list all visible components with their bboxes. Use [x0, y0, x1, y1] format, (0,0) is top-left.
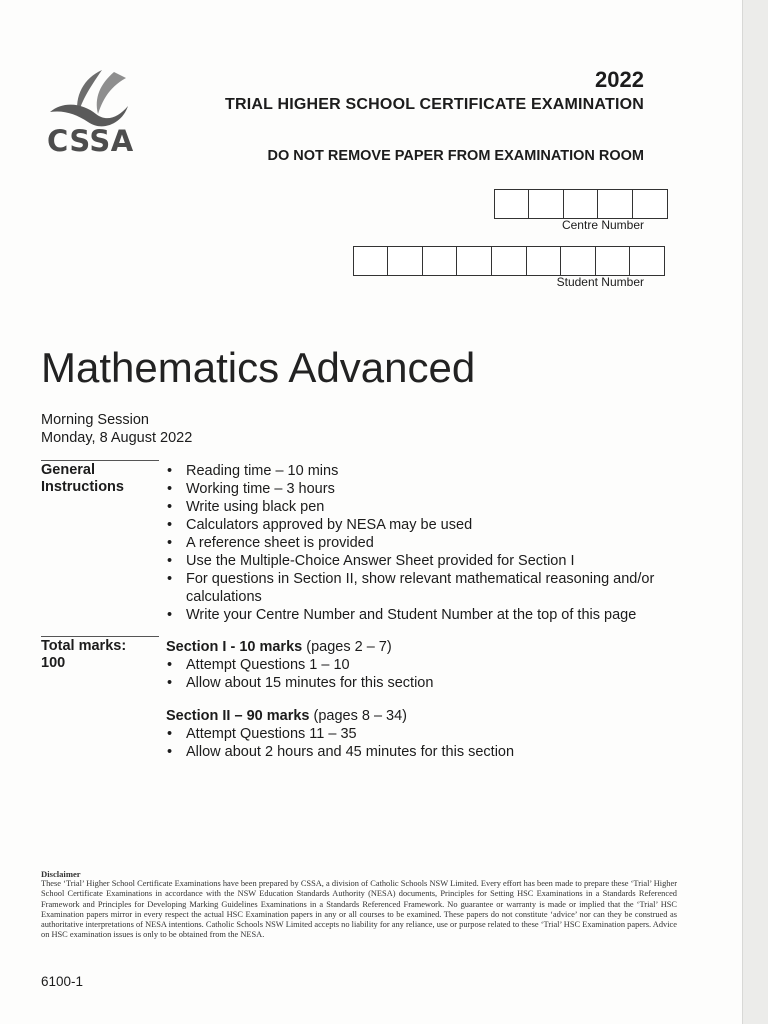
student-number-box[interactable]	[491, 246, 527, 276]
page-edge	[742, 0, 768, 1024]
student-number-box[interactable]	[595, 246, 631, 276]
section-1-info	[166, 638, 433, 692]
general-instructions-label-text: General Instructions	[41, 462, 124, 495]
session-info	[41, 411, 192, 447]
total-marks-value: 100	[41, 655, 66, 671]
centre-number-box[interactable]	[494, 189, 530, 219]
list-item: • Use the Multiple-Choice Answer Sheet provided for Section I	[166, 552, 666, 570]
student-number-box[interactable]	[629, 246, 665, 276]
student-number-label: Student Number	[556, 275, 644, 289]
student-number-box[interactable]	[560, 246, 596, 276]
section-name: Section I - 10 marks	[166, 639, 303, 655]
section-pages: (pages 2 – 7)	[306, 639, 392, 655]
section-2-list	[166, 725, 514, 761]
cssa-logo-text: CSSA	[47, 124, 134, 158]
exam-title: TRIAL HIGHER SCHOOL CERTIFICATE EXAMINATION	[225, 96, 644, 113]
list-item: • A reference sheet is provided	[166, 534, 666, 552]
section-pages: (pages 8 – 34)	[313, 708, 408, 724]
list-item: • Write using black pen	[166, 498, 666, 516]
list-item: • For questions in Section II, show relevant mathematical reasoning and/or calculations	[166, 570, 666, 606]
student-number-box[interactable]	[456, 246, 492, 276]
divider	[41, 636, 159, 637]
paper-code: 6100-1	[41, 974, 84, 989]
session-name: Morning Session	[41, 412, 149, 428]
removal-warning: DO NOT REMOVE PAPER FROM EXAMINATION ROOM	[267, 148, 644, 164]
student-number-box[interactable]	[526, 246, 562, 276]
centre-number-box[interactable]	[597, 189, 633, 219]
centre-number-box[interactable]	[528, 189, 564, 219]
student-number-box[interactable]	[422, 246, 458, 276]
centre-number-box[interactable]	[632, 189, 668, 219]
centre-number-boxes	[495, 189, 668, 219]
student-number-box[interactable]	[387, 246, 423, 276]
total-marks-label: Total marks:	[41, 638, 127, 654]
divider	[41, 460, 159, 461]
student-number-boxes	[354, 246, 665, 276]
list-item: • Write your Centre Number and Student Number at the top of this page	[166, 606, 666, 624]
exam-year: 2022	[595, 67, 644, 92]
centre-number-label: Centre Number	[561, 218, 644, 232]
general-instructions-label	[41, 462, 124, 496]
total-marks	[41, 638, 126, 672]
disclaimer-title: Disclaimer	[41, 869, 81, 879]
section-2-info	[166, 707, 514, 761]
list-item: • Reading time – 10 mins	[166, 462, 666, 480]
list-item: • Allow about 15 minutes for this section	[166, 674, 433, 692]
general-instructions-list	[166, 462, 666, 624]
section-name: Section II – 90 marks	[166, 708, 310, 724]
section-heading	[166, 707, 514, 725]
section-1-list	[166, 656, 433, 692]
section-heading	[166, 638, 433, 656]
list-item: • Calculators approved by NESA may be used	[166, 516, 666, 534]
list-item: • Attempt Questions 1 – 10	[166, 656, 433, 674]
subject-title: Mathematics Advanced	[41, 344, 476, 391]
student-number-box[interactable]	[353, 246, 389, 276]
list-item: • Working time – 3 hours	[166, 480, 666, 498]
list-item: • Attempt Questions 11 – 35	[166, 725, 514, 743]
centre-number-box[interactable]	[563, 189, 599, 219]
disclaimer	[41, 869, 677, 940]
exam-date: Monday, 8 August 2022	[41, 430, 193, 446]
list-item: • Allow about 2 hours and 45 minutes for this section	[166, 743, 514, 761]
disclaimer-text: These ‘Trial’ Higher School Certificate Examinations have been prepared by CSSA, a division of Catholic Schools NSW Limited. Every effort has been made to prepare these ‘Trial’ Higher School Certificate Examinations in accordance with the NSW Education Standards Authority (NESA) documents, Principles for Setting HSC Examinations in a Standards Referenced Framework and Principles for Developing Marking Guidelines Examinations in a Standards Referenced Framework. No guarantee or warranty is made or implied that the ‘Trial’ HSC Examination papers mirror in every respect the actual HSC Examination papers in any or all courses to be examined. These papers do not constitute ‘advice’ nor can they be construed as authoritative interpretations of NESA intentions. Catholic Schools NSW Limited accepts no liability for any reliance, use or purpose related to these ‘Trial’ HSC Examination papers. Advice on HSC examination issues is only to be obtained from the NESA.	[41, 879, 677, 940]
